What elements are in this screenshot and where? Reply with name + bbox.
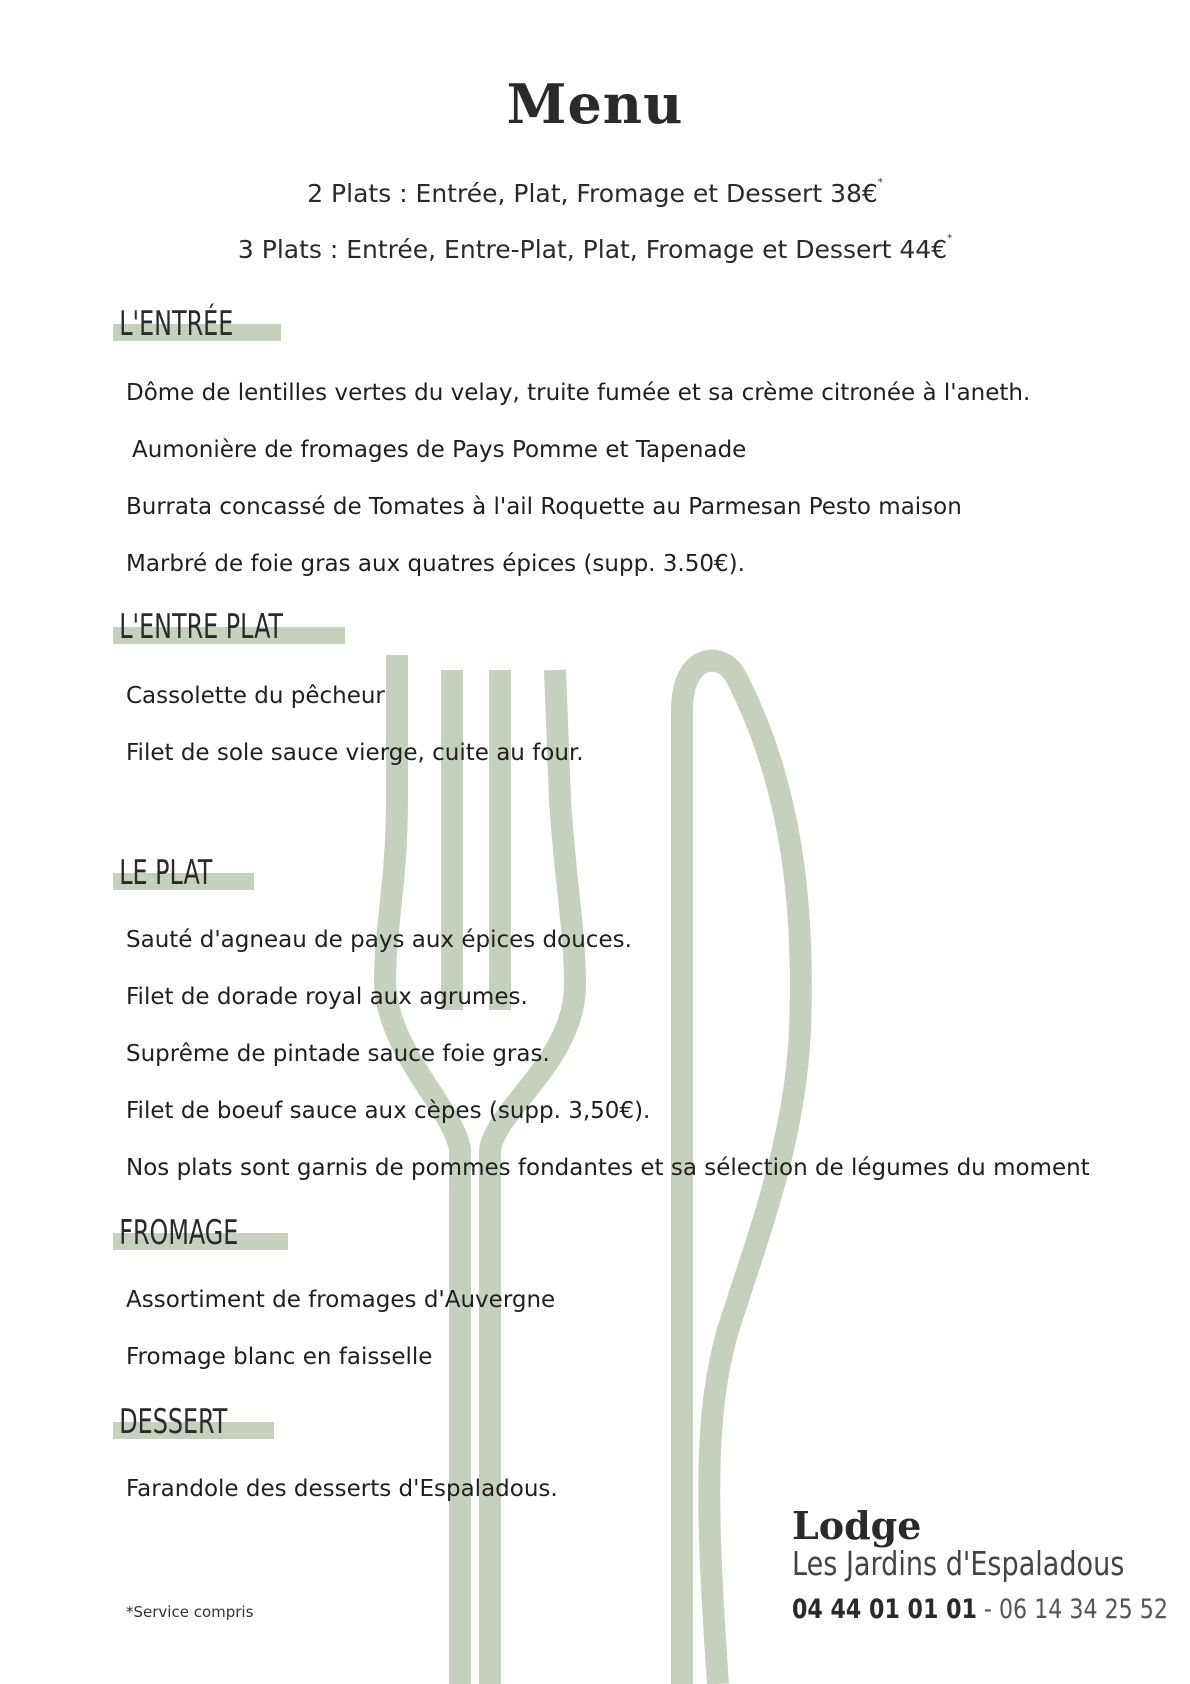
formula-2-plats [0,179,1190,208]
list-item: Cassolette du pêcheur [126,683,385,709]
brand-block [792,1503,1190,1625]
phone-main: 04 44 01 01 01 [792,1594,977,1625]
formula-text: 3 Plats : Entrée, Entre-Plat, Plat, Fromage et Dessert 44€ [237,235,948,264]
list-item: Nos plats sont garnis de pommes fondantes et sa sélection de légumes du moment [126,1155,1090,1181]
section-heading-label: DESSERT [119,1402,228,1442]
list-item: Filet de sole sauce vierge, cuite au four. [126,740,584,766]
section-heading-plat [113,853,254,893]
list-item: Suprême de pintade sauce foie gras. [126,1041,550,1067]
list-item: Fromage blanc en faisselle [126,1344,433,1370]
section-heading-entre-plat [113,607,345,647]
section-heading-label: FROMAGE [119,1213,239,1253]
section-heading-label: L'ENTRE PLAT [119,607,283,647]
phone-alt: 06 14 34 25 52 [998,1594,1168,1625]
section-heading-label: LE PLAT [119,853,213,893]
brand-subtitle: Les Jardins d'Espaladous [792,1544,1125,1583]
list-item: Assortiment de fromages d'Auvergne [126,1287,556,1313]
page-title: Menu [506,72,684,136]
list-item: Farandole des desserts d'Espaladous. [126,1476,558,1502]
phone-separator: - [976,1594,999,1625]
asterisk-mark: * [877,177,883,188]
section-heading-label: L'ENTRÉE [119,304,234,344]
phone-numbers [792,1594,1168,1625]
list-item: Dôme de lentilles vertes du velay, truite fumée et sa crème citronée à l'aneth. [126,380,1031,406]
list-item: Burrata concassé de Tomates à l'ail Roquette au Parmesan Pesto maison [126,494,962,520]
list-item: Filet de dorade royal aux agrumes. [126,984,528,1010]
list-item: Marbré de foie gras aux quatres épices (supp. 3.50€). [126,551,745,577]
list-item: Sauté d'agneau de pays aux épices douces. [126,927,632,953]
formula-3-plats [0,235,1190,264]
list-item: Aumonière de fromages de Pays Pomme et Tapenade [132,437,747,463]
section-heading-fromage [113,1213,288,1253]
list-item: Filet de boeuf sauce aux cèpes (supp. 3,50€). [126,1098,651,1124]
section-heading-entree [113,304,281,344]
section-heading-dessert [113,1402,274,1442]
brand-logo: Lodge [792,1503,922,1548]
service-footnote: *Service compris [126,1603,254,1621]
asterisk-mark: * [947,233,953,244]
formula-text: 2 Plats : Entrée, Plat, Fromage et Dessert 38€ [307,179,878,208]
